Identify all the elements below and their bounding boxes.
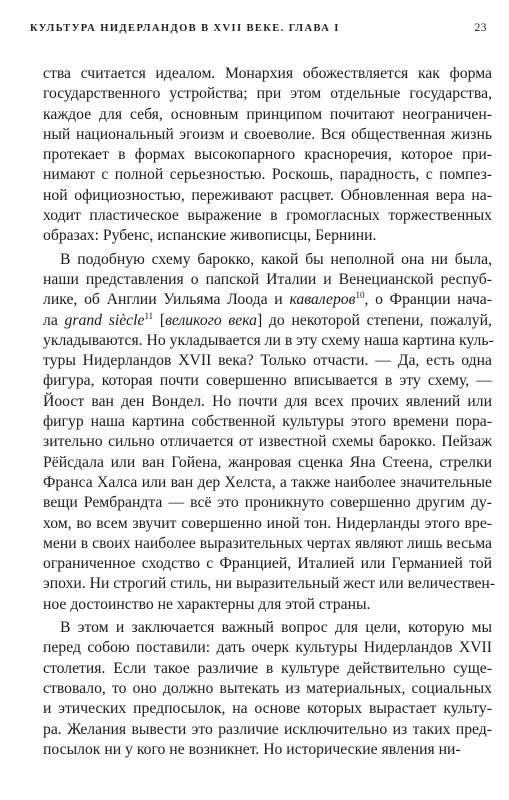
text-run: туры Нидерландов XVII века? Только отчасти. — Да, есть одна [43, 352, 492, 370]
text-run: ства считается идеалом. Монархия обожествляется как форма [43, 65, 492, 82]
text-line [43, 290, 492, 310]
text-line [43, 453, 492, 473]
text-line [43, 64, 492, 84]
text-run: ра. Желания вывести это различие исключительно из таких пред- [43, 720, 492, 738]
text-run: ходит пластическое выражение в громогласных торжественных [43, 207, 492, 225]
text-line [43, 145, 492, 165]
text-line [43, 720, 492, 740]
text-run: эпохи. Ни строгий стиль, ни выразительный жест или величествен- [43, 575, 496, 593]
text-line [43, 554, 492, 574]
text-run: ствовало, то оно должно вытекать из материальных, социальных [43, 679, 492, 697]
italic-text: grand siècle [64, 311, 145, 329]
text-run: фигур наша картина собственной культуры этого времени пора- [43, 413, 492, 431]
text-run: государственного устройства; при этом отдельные государства, [43, 85, 492, 103]
text-line [43, 595, 492, 615]
running-title: КУЛЬТУРА НИДЕРЛАНДОВ В XVII ВЕКЕ. ГЛАВА I [30, 23, 340, 34]
text-line [43, 186, 492, 206]
text-line [43, 638, 492, 658]
text-line [43, 226, 492, 246]
text-run: В подобную схему барокко, какой бы неполной она ни была, [60, 250, 492, 268]
text-line [43, 125, 492, 145]
text-run: зительно сильно отличается от известной схемы барокко. Пейзаж [43, 433, 492, 451]
footnote-ref[interactable]: 10 [355, 290, 365, 301]
text-run: и этических предпосылок, на основе которых вырастает культу- [43, 700, 492, 718]
text-run: ] до некоторой степени, пожалуй, [256, 311, 492, 329]
text-run: вещи Рембрандта — всё это проникнуто совершенно другим ду- [43, 494, 492, 512]
text-line [43, 371, 492, 391]
text-run: Рёйсдала или ван Гойена, жанровая сценка Яна Стеена, стрелки [43, 453, 492, 471]
text-line [43, 331, 492, 351]
text-run: ное достоинство не характерны для этой страны. [43, 595, 371, 613]
text-run: ный национальный эгоизм и своеволие. Вся общественная жизнь [43, 125, 492, 143]
text-run: В этом и заключается важный вопрос для цели, которую мы [60, 619, 492, 637]
text-line [43, 473, 492, 493]
text-run: нимают с полной серьезностью. Роскошь, парадность, с помпез- [43, 166, 492, 184]
paragraph [43, 64, 492, 247]
text-run: каждое для себя, основным принципом почитают неограничен- [43, 105, 492, 123]
text-run: фигура, которая почти совершенно вписывается в эту схему, — [43, 372, 492, 390]
body-text [43, 64, 496, 763]
text-run: хом, во всем звучит совершенно иной тон. Нидерланды этого вре- [43, 514, 492, 532]
text-line [43, 412, 492, 432]
text-line [43, 84, 492, 104]
text-run: Франса Халса или ван дер Хелста, а также наиболее значительные [43, 473, 492, 491]
text-line [43, 699, 492, 719]
text-run: укладываются. Но укладывается ли в эту схему наша картина куль- [43, 331, 494, 349]
page-number: 23 [474, 22, 487, 34]
text-run: ограниченное сходство с Францией, Италией или Германией той [43, 555, 492, 573]
text-run: наши представления о папской Италии и Венецианской респуб- [43, 270, 492, 288]
text-line [43, 618, 492, 638]
text-line [43, 574, 496, 594]
text-line [43, 311, 492, 331]
footnote-ref[interactable]: 11 [144, 310, 154, 321]
text-run: мени в своих наиболее выразительных чертах являют лишь весьма [43, 534, 492, 552]
text-line [43, 351, 492, 371]
text-line [43, 250, 492, 270]
text-line [43, 105, 492, 125]
text-run: Йоост ван ден Вондел. Но почти для всех прочих явлений или [43, 392, 492, 410]
text-line [43, 679, 492, 699]
text-line [43, 514, 492, 534]
text-run: лике, об Англии Уильяма Лоода и [43, 291, 290, 309]
text-line [43, 165, 492, 185]
text-run: образах: Рубенс, испанские живописцы, Бернини. [43, 227, 377, 245]
text-line [43, 493, 492, 513]
text-run: , о Франции нача- [364, 291, 492, 309]
paragraph [43, 618, 492, 760]
text-line [43, 659, 492, 679]
text-run: перед собою поставили: дать очерк культуры Нидерландов XVII [43, 639, 492, 657]
text-line [43, 534, 492, 554]
text-run: ной официозностью, переживают расцвет. Обновленная вера на- [43, 186, 492, 204]
italic-text: кавалеров [289, 291, 356, 309]
italic-text: великого века [165, 311, 257, 329]
text-line [43, 432, 492, 452]
text-run: [ [153, 311, 166, 329]
text-line [43, 392, 492, 412]
paragraph [43, 250, 496, 615]
text-run: столетия. Если такое различие в культуре действительно суще- [43, 659, 492, 677]
text-run: ла [43, 311, 65, 329]
text-run: протекает в формах высокопарного красноречия, которое при- [43, 146, 492, 164]
text-run: посылок ни у кого не возникнет. Но исторические явления ни- [43, 740, 461, 758]
page-header [30, 22, 487, 40]
text-line [43, 740, 492, 760]
text-line [43, 270, 492, 290]
text-line [43, 206, 492, 226]
